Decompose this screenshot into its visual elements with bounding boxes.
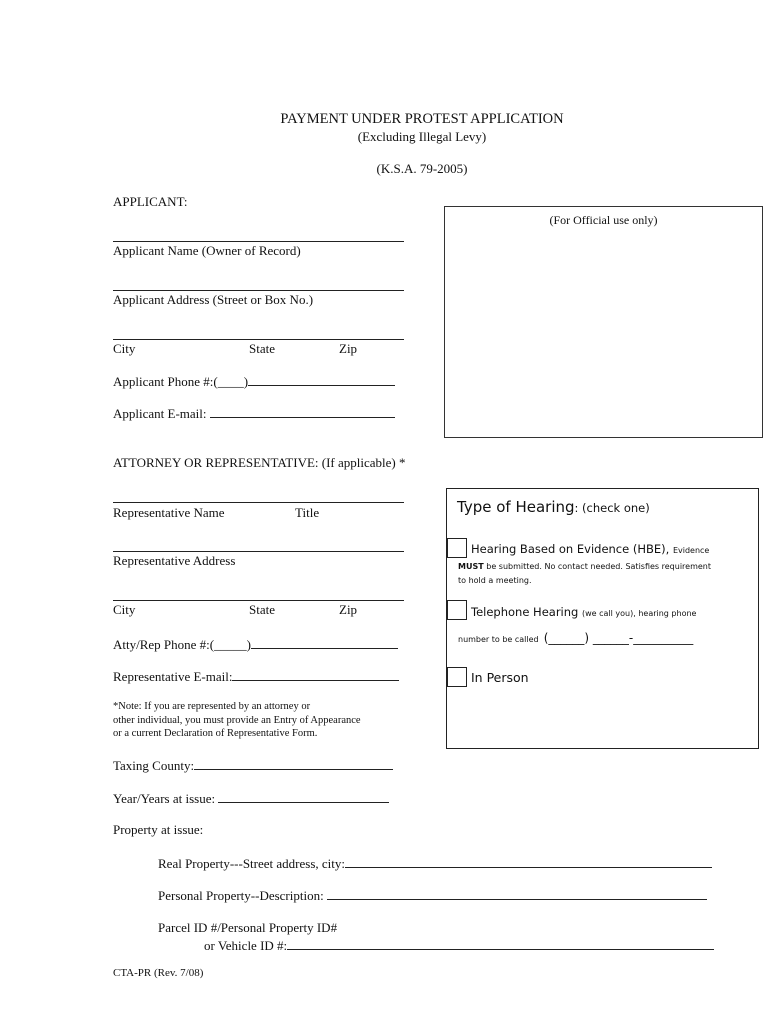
note-line-3: or a current Declaration of Representative Form. [113, 728, 318, 739]
hearing-type-box [446, 488, 759, 749]
hbe-evidence-text: Evidence [672, 546, 710, 555]
personal-property-label: Personal Property--Description: [158, 888, 324, 903]
applicant-name-field[interactable] [113, 241, 404, 242]
representative-city-state-zip-field[interactable] [113, 600, 404, 601]
representative-state-label: State [249, 602, 275, 617]
representative-note [113, 700, 361, 741]
form-subtitle: (Excluding Illegal Levy) [357, 129, 487, 144]
applicant-address-label: Applicant Address (Street or Box No.) [113, 292, 314, 307]
parcel-id-label: Parcel ID #/Personal Property ID# [158, 920, 338, 935]
representative-name-label: Representative Name [113, 505, 225, 520]
hbe-detail-line-3: to hold a meeting. [458, 576, 532, 585]
applicant-phone-row [113, 373, 395, 390]
telephone-label-row [471, 605, 696, 619]
hbe-detail-line-2 [458, 562, 711, 571]
representative-phone-label: Atty/Rep Phone #:(_____) [113, 637, 251, 652]
telephone-number-field[interactable]: (______) ______-__________ [543, 631, 694, 645]
personal-property-row [158, 887, 707, 904]
representative-email-label: Representative E-mail: [113, 669, 233, 684]
note-line-1: *Note: If you are represented by an attorney or [113, 701, 311, 712]
applicant-city-state-zip-field[interactable] [113, 339, 404, 340]
representative-phone-row [113, 636, 398, 653]
applicant-city-label: City [113, 341, 136, 356]
applicant-heading: APPLICANT: [113, 194, 188, 209]
official-use-box [444, 206, 763, 438]
representative-address-field[interactable] [113, 551, 404, 552]
hearing-title-main: Type of Hearing [457, 498, 575, 516]
applicant-zip-label: Zip [339, 341, 358, 356]
hbe-must-text: MUST [458, 562, 484, 571]
hbe-label-row [471, 542, 709, 556]
real-property-row [158, 855, 712, 872]
representative-city-label: City [113, 602, 136, 617]
personal-property-field[interactable] [327, 887, 707, 900]
telephone-number-label: number to be called [458, 635, 539, 644]
property-at-issue-label: Property at issue: [113, 822, 204, 837]
representative-name-field[interactable] [113, 502, 404, 503]
applicant-name-label: Applicant Name (Owner of Record) [113, 243, 301, 258]
hbe-label: Hearing Based on Evidence (HBE), [471, 542, 670, 556]
telephone-checkbox[interactable] [447, 600, 467, 620]
years-field[interactable] [218, 790, 389, 803]
telephone-label: Telephone Hearing [471, 605, 579, 619]
taxing-county-label: Taxing County: [113, 758, 195, 773]
applicant-email-field[interactable] [210, 405, 395, 418]
hbe-checkbox[interactable] [447, 538, 467, 558]
hbe-detail-text: be submitted. No contact needed. Satisfies requirement [486, 562, 711, 571]
representative-email-field[interactable] [232, 668, 399, 681]
in-person-checkbox[interactable] [447, 667, 467, 687]
form-revision: CTA-PR (Rev. 7/08) [113, 967, 204, 979]
real-property-label: Real Property---Street address, city: [158, 856, 345, 871]
representative-phone-field[interactable] [251, 636, 398, 649]
vehicle-id-row [204, 937, 714, 954]
vehicle-id-label: or Vehicle ID #: [204, 938, 288, 953]
applicant-state-label: State [249, 341, 275, 356]
telephone-number-row [458, 627, 693, 646]
hearing-type-title [457, 497, 650, 516]
note-line-2: other individual, you must provide an Entry of Appearance [113, 714, 361, 726]
representative-zip-label: Zip [339, 602, 358, 617]
in-person-label: In Person [471, 670, 529, 685]
official-use-label: (For Official use only) [549, 213, 658, 227]
applicant-phone-label: Applicant Phone #:(____) [113, 374, 249, 389]
hearing-title-suffix: : (check one) [574, 501, 650, 515]
applicant-email-label: Applicant E-mail: [113, 406, 207, 421]
representative-address-label: Representative Address [113, 553, 236, 568]
statute-reference: (K.S.A. 79-2005) [376, 161, 468, 176]
applicant-email-row [113, 405, 395, 422]
years-row [113, 790, 389, 807]
applicant-address-field[interactable] [113, 290, 404, 291]
applicant-phone-field[interactable] [248, 373, 395, 386]
representative-email-row [113, 668, 399, 685]
years-label: Year/Years at issue: [113, 791, 216, 806]
representative-heading: ATTORNEY OR REPRESENTATIVE: (If applicable) * [113, 455, 406, 470]
representative-title-label: Title [295, 505, 320, 520]
vehicle-id-field[interactable] [287, 937, 714, 950]
taxing-county-row [113, 757, 393, 774]
real-property-field[interactable] [345, 855, 712, 868]
telephone-call-text: (we call you), hearing phone [582, 609, 697, 618]
form-title: PAYMENT UNDER PROTEST APPLICATION [280, 111, 564, 127]
taxing-county-field[interactable] [194, 757, 393, 770]
